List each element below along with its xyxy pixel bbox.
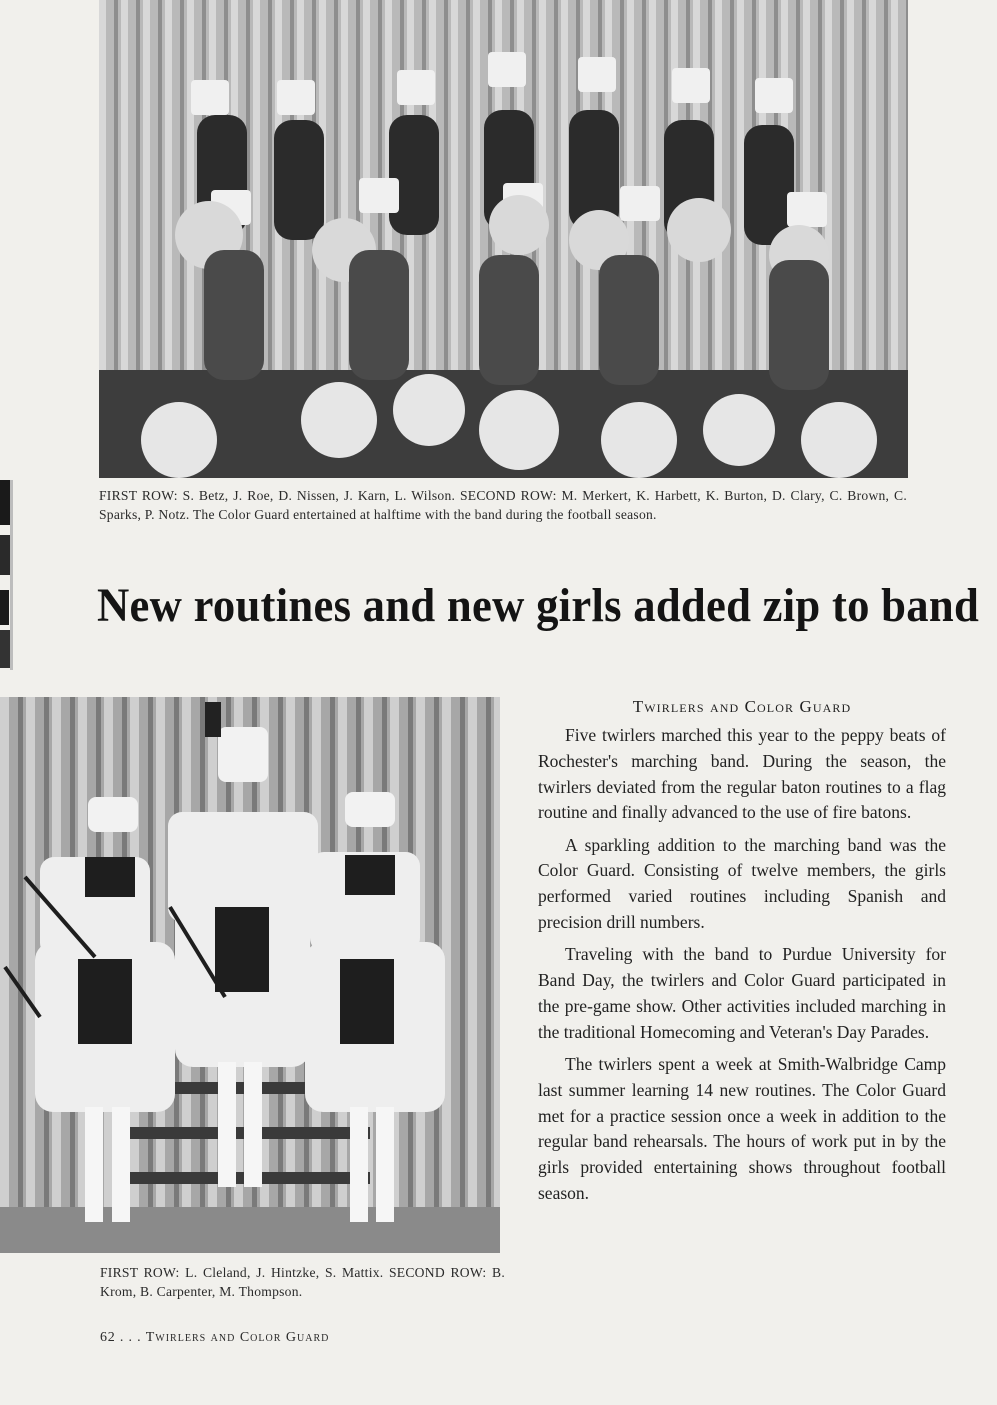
article-body (538, 723, 946, 1213)
twirlers-caption-text: FIRST ROW: L. Cleland, J. Hintzke, S. Mattix. SECOND ROW: B. Krom, B. Carpenter, M. Thompson. (100, 1265, 505, 1299)
article-paragraph: Five twirlers marched this year to the peppy beats of Rochester's marching band. During the season, the twirlers deviated from the regular baton routines to a flag routine and finally advanced to the use of fire batons. (538, 725, 946, 823)
footer-separator: . . . (119, 1330, 142, 1345)
article-paragraph: Traveling with the band to Purdue University for Band Day, the twirlers and Color Guard participated in the pre-game show. Other activities included marching in the traditional Homecoming and Veteran's Day Parades. (538, 944, 946, 1042)
article-paragraph: A sparkling addition to the marching band was the Color Guard. Consisting of twelve members, the girls performed varied routines including Spanish and precision drill numbers. (538, 834, 946, 933)
color-guard-caption (99, 486, 907, 524)
page-footer (100, 1330, 500, 1346)
twirlers-photo (0, 697, 500, 1253)
twirlers-caption (100, 1263, 505, 1301)
footer-section-title: Twirlers and Color Guard (145, 1330, 330, 1345)
color-guard-caption-text: FIRST ROW: S. Betz, J. Roe, D. Nissen, J. Karn, L. Wilson. SECOND ROW: M. Merkert, K. Harbett, K. Burton, D. Clary, C. Brown, C. Sparks, P. Notz. The Color Guard entertained at halftime with the band during the football season. (99, 488, 907, 522)
page-headline: New routines and new girls added zip to band (97, 579, 980, 632)
binding-edge (0, 480, 16, 670)
color-guard-photo (99, 0, 908, 478)
page-number: 62 (100, 1330, 116, 1345)
section-heading: Twirlers and Color Guard (632, 697, 852, 716)
article-paragraph: The twirlers spent a week at Smith-Walbridge Camp last summer learning 14 new routines. The Color Guard met for a practice session once a week in addition to the regular band rehearsals. The hours of work put in by the girls provided entertaining shows throughout football season. (538, 1054, 946, 1204)
